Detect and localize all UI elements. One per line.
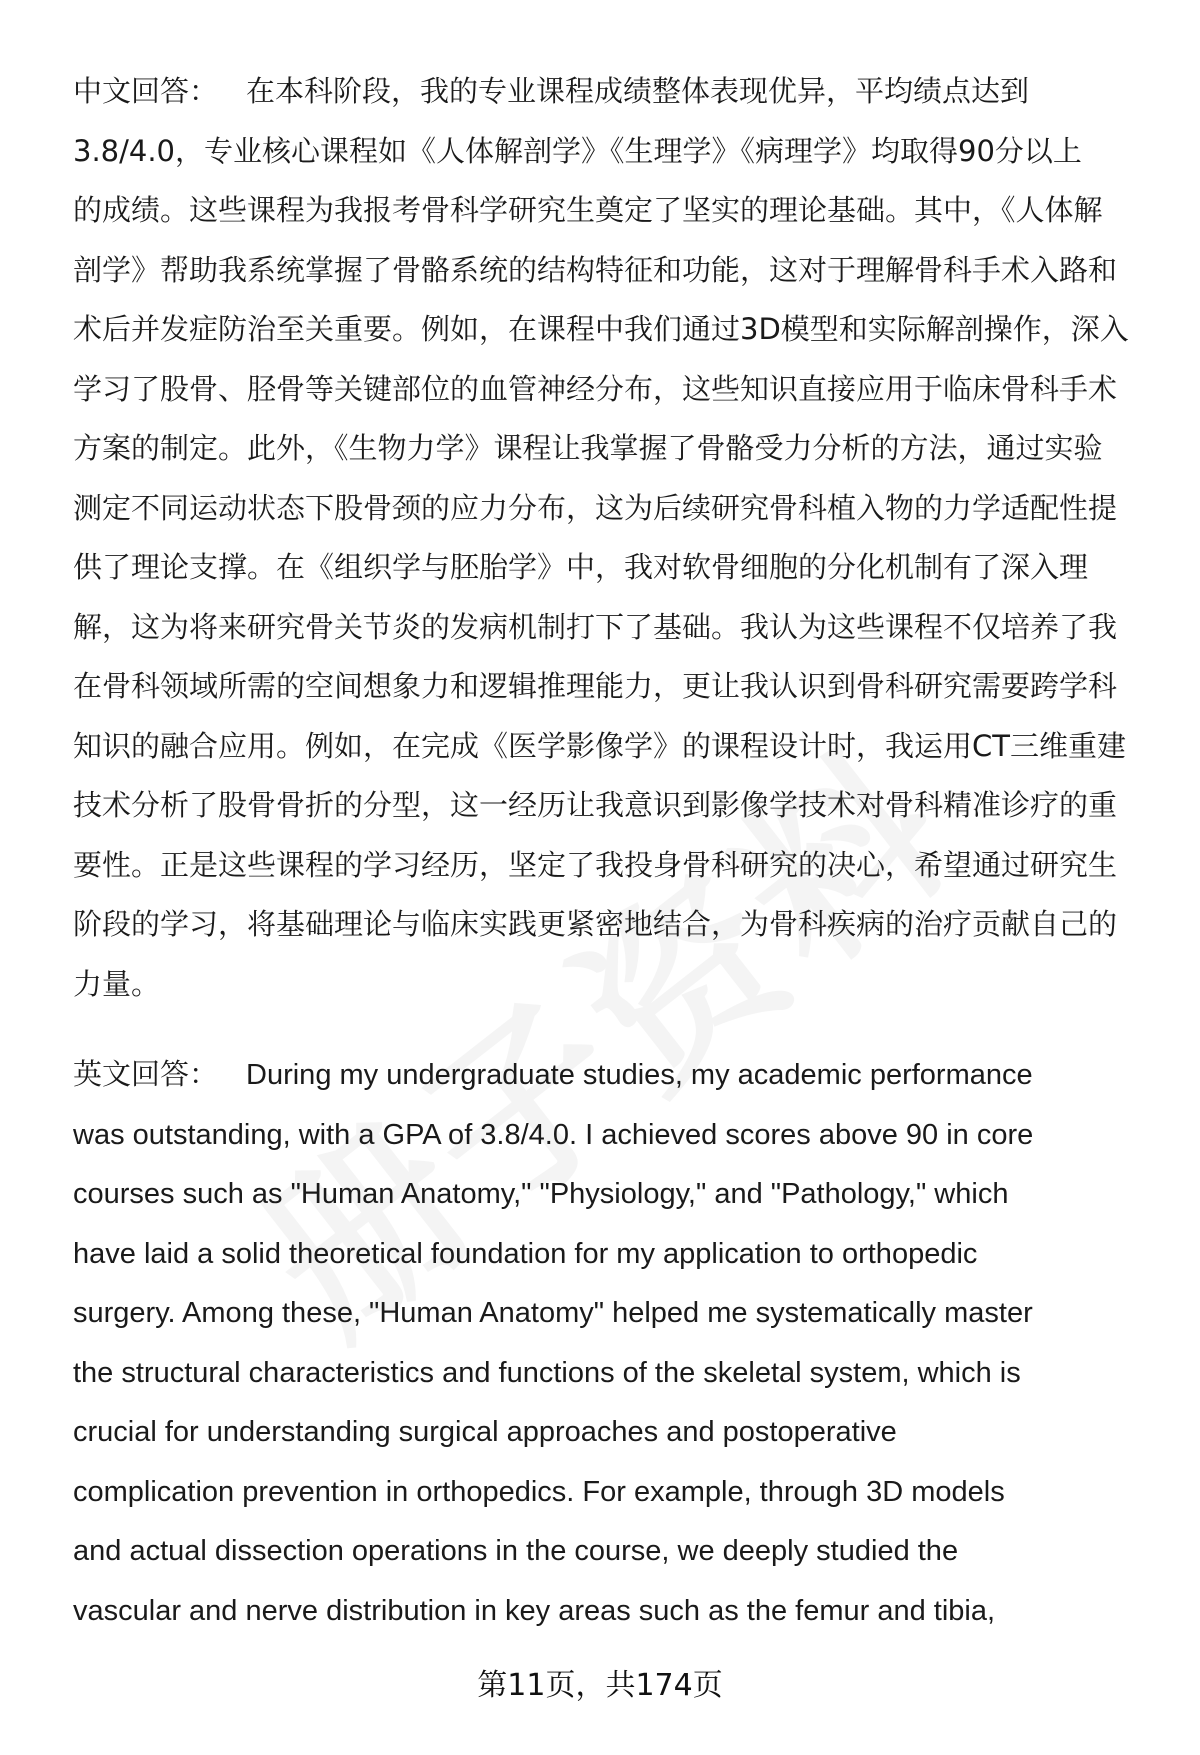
- paragraph-line: 测定不同运动状态下股骨颈的应力分布，这为后续研究骨科植入物的力学适配性提: [73, 490, 1118, 525]
- paragraph-line: 剖学》帮助我系统掌握了骨骼系统的结构特征和功能，这对于理解骨科手术入路和: [73, 252, 1118, 287]
- paragraph-line: crucial for understanding surgical approaches and postoperative: [73, 1416, 897, 1448]
- paragraph-line: and actual dissection operations in the course, we deeply studied the: [73, 1535, 959, 1567]
- paragraph-line: 供了理论支撑。在《组织学与胚胎学》中，我对软骨细胞的分化机制有了深入理: [73, 550, 1089, 584]
- paragraph-line: 方案的制定。此外，《生物力学》课程让我掌握了骨骼受力分析的方法，通过实验: [73, 431, 1103, 465]
- paragraph-line: 学习了股骨、胫骨等关键部位的血管神经分布，这些知识直接应用于临床骨科手术: [73, 371, 1118, 406]
- paragraph-line: the structural characteristics and functions of the skeletal system, which is: [73, 1356, 1021, 1389]
- paragraph-line: 术后并发症防治至关重要。例如，在课程中我们通过3D模型和实际解剖操作，深入: [73, 312, 1129, 346]
- paragraph-line: courses such as "Human Anatomy," "Physiology," and "Pathology," which: [73, 1178, 1009, 1210]
- paragraph-line: 力量。: [73, 966, 161, 1001]
- paragraph-line: 中文回答： 在本科阶段，我的专业课程成绩整体表现优异，平均绩点达到: [73, 74, 1030, 108]
- paragraph-line: surgery. Among these, "Human Anatomy" helped me systematically master: [73, 1297, 1033, 1329]
- paragraph-line: 阶段的学习，将基础理论与临床实践更紧密地结合，为骨科疾病的治疗贡献自己的: [73, 907, 1118, 941]
- paragraph-line: 解，这为将来研究骨关节炎的发病机制打下了基础。我认为这些课程不仅培养了我: [73, 609, 1118, 644]
- paragraph-line: complication prevention in orthopedics. For example, through 3D models: [73, 1475, 1005, 1508]
- paragraph-line: 知识的融合应用。例如，在完成《医学影像学》的课程设计时，我运用CT三维重建: [73, 728, 1126, 763]
- english-answer-label: 英文回答：: [73, 1057, 219, 1091]
- paragraph-line: 3.8/4.0，专业核心课程如《人体解剖学》《生理学》《病理学》均取得90分以上: [73, 133, 1082, 168]
- paragraph-line: have laid a solid theoretical foundation for my application to orthopedic: [73, 1237, 978, 1270]
- english-answer-paragraph: [73, 1045, 1158, 1641]
- paragraph-line: 英文回答： During my undergraduate studies, my academic performance: [73, 1057, 1033, 1091]
- paragraph-line: 技术分析了股骨骨折的分型，这一经历让我意识到影像学技术对骨科精准诊疗的重: [73, 788, 1118, 822]
- paragraph-line: 要性。正是这些课程的学习经历，坚定了我投身骨科研究的决心，希望通过研究生: [73, 847, 1118, 882]
- chinese-answer-label: 中文回答：: [73, 74, 219, 108]
- paragraph-line: was outstanding, with a GPA of 3.8/4.0. I achieved scores above 90 in core: [73, 1118, 1034, 1151]
- paragraph-line: 在骨科领域所需的空间想象力和逻辑推理能力，更让我认识到骨科研究需要跨学科: [73, 669, 1118, 703]
- page-number-footer: 第11页，共174页: [477, 1668, 723, 1703]
- paragraph-line: vascular and nerve distribution in key areas such as the femur and tibia,: [73, 1594, 996, 1627]
- paragraph-line: 的成绩。这些课程为我报考骨科学研究生奠定了坚实的理论基础。其中，《人体解: [73, 193, 1103, 227]
- chinese-answer-paragraph: [73, 62, 1158, 1014]
